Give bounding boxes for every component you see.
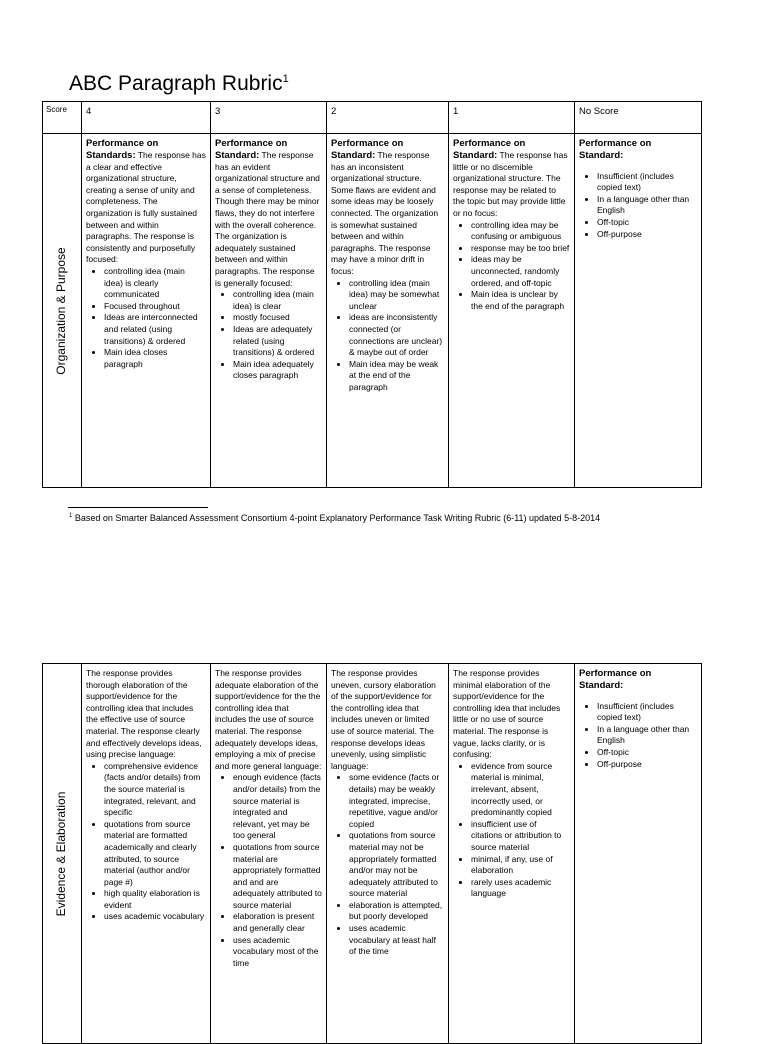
row-label-evidence-text: Evidence & Elaboration [54,791,69,916]
cell-text: The response provides uneven, cursory elaboration of the support/evidence for the controlling idea that includes uneven or limited use of source material. The response develops ideas unevenly, using simplistic language: [331,668,436,771]
list-item: • uses academic vocabulary [104,911,206,923]
bullet-list [331,772,444,958]
cell-text: The response has a clear and effective organizational structure, creating a sense of unity and completeness. The organization is fully sustained between and within paragraphs. The response is consistently and purposefully focused: [86,149,206,265]
rubric-table-evidence [42,663,702,1044]
header-score-4: 4 [82,102,211,134]
cell-text: The response provides adequate elaboration of the support/evidence for the the controlling idea that includes the use of source material. The response adequately develops ideas, employing a mix of precise and more general language: [215,668,322,771]
list-item: • Main idea may be weak at the end of the paragraph [349,359,444,394]
cell-text: The response provides minimal elaboration of the support/evidence for the controlling idea that includes little or no use of source material. The response is vague, lacks clarity, or is confusing: [453,668,561,760]
cell-text: The response has little or no discernible organizational structure. The response may be related to the topic but may provide little or no focus: [453,149,568,218]
footnote-number: 1 [69,513,73,519]
evidence-cell-no-score [575,664,702,1044]
cell-text: The response has an evident organizational structure and a sense of completeness. Though there may be minor flaws, they do not interfere with the overall coherence. The organization is adequately sustained between and within paragraphs. The response is generally focused: [215,149,320,288]
list-item: • uses academic vocabulary at least half of the time [349,923,444,958]
list-item: • response may be too brief [471,243,570,255]
org-cell-2 [327,134,449,488]
performance-heading: Performance on Standard: [331,138,404,161]
footnote [69,512,600,524]
list-item: • quotations from source material may not be appropriately formatted and/or may not be adequately attributed to source material [349,830,444,900]
bullet-list [86,761,206,923]
list-item: • comprehensive evidence (facts and/or details) from the source material is integrated, relevant, and specific [104,761,206,819]
page-title [69,70,289,98]
list-item: • Insufficient (includes copied text) [597,701,697,724]
list-item: • rarely uses academic language [471,877,570,900]
list-item: • Ideas are interconnected and related (using transitions) & ordered [104,312,206,347]
footnote-text: Based on Smarter Balanced Assessment Consortium 4-point Explanatory Performance Task Writing Rubric (6-11) updated 5-8-2014 [72,513,601,523]
bullet-list [579,701,697,771]
list-item: • mostly focused [233,312,322,324]
header-score: Score [43,102,82,134]
list-item: • insufficient use of citations or attribution to source material [471,819,570,854]
evidence-cell-4 [82,664,211,1044]
bullet-list [215,772,322,969]
performance-heading: Performance on Standard: [579,668,652,691]
list-item: • ideas may be unconnected, randomly ordered, and off-topic [471,254,570,289]
list-item: • controlling idea (main idea) is clearly communicated [104,266,206,301]
org-cell-4 [82,134,211,488]
cell-text: The response has an inconsistent organizational structure. Some flaws are evident and some ideas may be loosely connected. The organization is somewhat sustained between and within paragraphs. The response may have a minor drift in focus: [331,149,439,276]
bullet-list [579,171,697,241]
list-item: • enough evidence (facts and/or details) from the source material is integrated and relevant, yet may be too general [233,772,322,842]
list-item: • controlling idea may be confusing or ambiguous [471,220,570,243]
list-item: • some evidence (facts or details) may be weakly integrated, imprecise, repetitive, vague and/or copied [349,772,444,830]
list-item: • Ideas are adequately related (using transitions) & ordered [233,324,322,359]
evidence-cell-3 [211,664,327,1044]
org-cell-no-score [575,134,702,488]
row-label-organization [43,134,82,488]
list-item: • evidence from source material is minimal, irrelevant, absent, incorrectly used, or predominantly copied [471,761,570,819]
list-item: • quotations from source material are appropriately formatted and and are adequately attributed to source material [233,842,322,912]
list-item: • Focused throughout [104,301,206,313]
performance-heading: Performance on Standard: [453,138,526,161]
header-row [43,102,702,134]
performance-heading: Performance on Standards: [86,138,159,161]
header-score-3: 3 [211,102,327,134]
header-score-1: 1 [449,102,575,134]
list-item: • controlling idea (main idea) is clear [233,289,322,312]
list-item: • ideas are inconsistently connected (or connections are unclear) & maybe out of order [349,312,444,358]
list-item: • uses academic vocabulary most of the time [233,935,322,970]
performance-heading: Performance on Standard: [215,138,288,161]
rubric-table-organization [42,101,702,488]
header-no-score: No Score [575,102,702,134]
list-item: • elaboration is attempted, but poorly developed [349,900,444,923]
list-item: • Insufficient (includes copied text) [597,171,697,194]
list-item: • Off-purpose [597,759,697,771]
cell-text: The response provides thorough elaboration of the support/evidence for the controlling idea that includes the effective use of source material. The response clearly and effectively develops ideas, using precise language: [86,668,202,760]
row-label-organization-text: Organization & Purpose [54,246,69,375]
bullet-list [453,220,570,313]
list-item: • Main idea adequately closes paragraph [233,359,322,382]
title-footnote-ref: 1 [282,73,289,85]
list-item: • In a language other than English [597,724,697,747]
performance-heading: Performance on Standard: [579,138,652,161]
evidence-row [43,664,702,1044]
footnote-rule [68,507,208,508]
bullet-list [453,761,570,900]
bullet-list [215,289,322,382]
list-item: • quotations from source material are formatted academically and clearly attributed, to source material (author and/or page #) [104,819,206,889]
title-text: ABC Paragraph Rubric [69,72,283,95]
org-cell-1 [449,134,575,488]
list-item: • Off-topic [597,217,697,229]
bullet-list [86,266,206,370]
header-score-2: 2 [327,102,449,134]
list-item: • Off-topic [597,747,697,759]
list-item: • Main idea closes paragraph [104,347,206,370]
bullet-list [331,278,444,394]
list-item: • Off-purpose [597,229,697,241]
row-label-evidence [43,664,82,1044]
evidence-cell-2 [327,664,449,1044]
list-item: • elaboration is present and generally clear [233,911,322,934]
org-cell-3 [211,134,327,488]
list-item: • controlling idea (main idea) may be somewhat unclear [349,278,444,313]
organization-row [43,134,702,488]
list-item: • In a language other than English [597,194,697,217]
evidence-cell-1 [449,664,575,1044]
list-item: • high quality elaboration is evident [104,888,206,911]
list-item: • Main idea is unclear by the end of the paragraph [471,289,570,312]
list-item: • minimal, if any, use of elaboration [471,854,570,877]
